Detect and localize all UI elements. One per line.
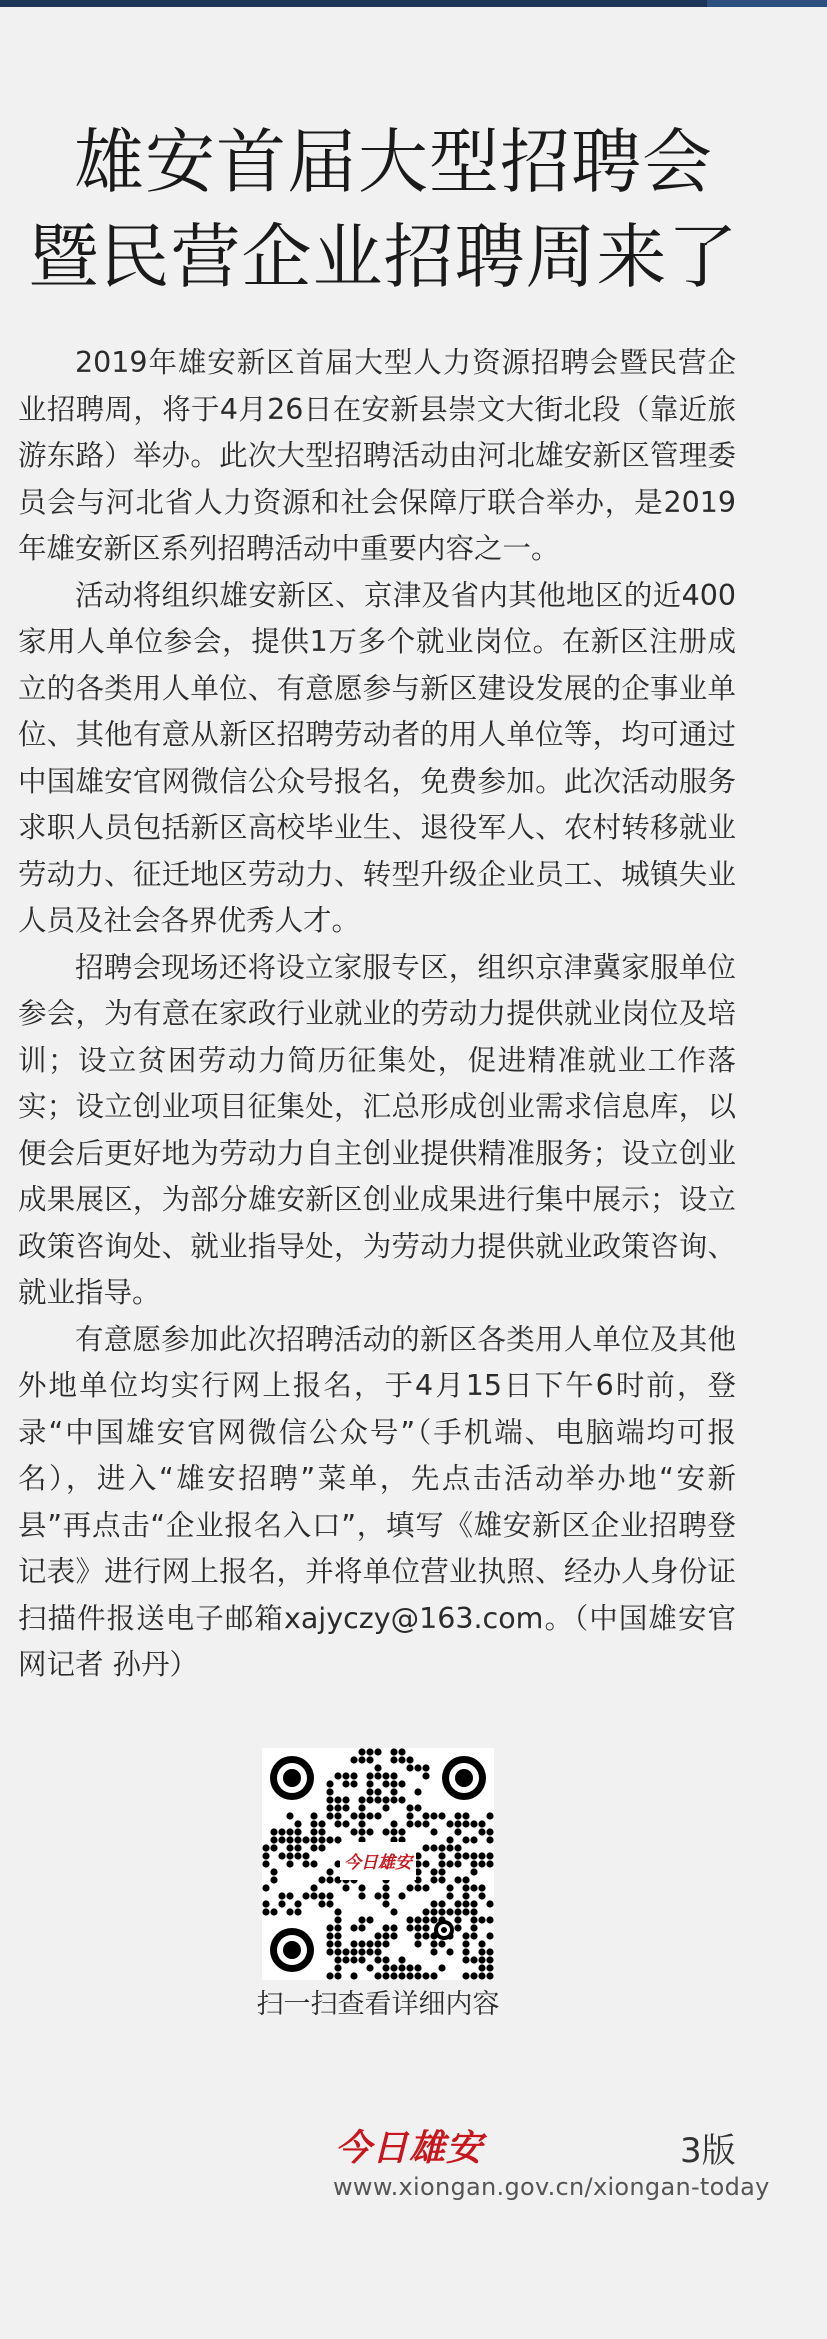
qr-center-label: 今日雄安 [344, 1853, 412, 1873]
footer-url[interactable]: www.xiongan.gov.cn/xiongan-today [333, 2173, 770, 2201]
top-bar-accent [707, 0, 827, 7]
article-body [18, 340, 736, 1689]
page-title [0, 115, 827, 305]
page-number: 3版 [680, 2131, 736, 2171]
publication-logo: 今日雄安 [335, 2127, 484, 2169]
title-line-1: 雄安首届大型招聘会 [74, 121, 713, 203]
qr-code-graphic [262, 1748, 494, 1980]
article-paragraph-1: 2019年雄安新区首届大型人力资源招聘会暨民营企业招聘周，将于4月26日在安新县崇文大街北段（靠近旅游东路）举办。此次大型招聘活动由河北雄安新区管理委员会与河北省人力资源和社会保障厅联合举办，是2019年雄安新区系列招聘活动中重要内容之一。 [18, 346, 736, 565]
article-paragraph-2: 活动将组织雄安新区、京津及省内其他地区的近400家用人单位参会，提供1万多个就业岗位。在新区注册成立的各类用人单位、有意愿参与新区建设发展的企事业单位、其他有意从新区招聘劳动者的用人单位等，均可通过中国雄安官网微信公众号报名，免费参加。此次活动服务求职人员包括新区高校毕业生、退役军人、农村转移就业劳动力、征迁地区劳动力、转型升级企业员工、城镇失业人员及社会各界优秀人才。 [18, 578, 736, 937]
top-color-bar [0, 0, 827, 7]
article-paragraph-3: 招聘会现场还将设立家服专区，组织京津冀家服单位参会，为有意在家政行业就业的劳动力提供就业岗位及培训；设立贫困劳动力简历征集处，促进精准就业工作落实；设立创业项目征集处，汇总形成创业需求信息库，以便会后更好地为劳动力自主创业提供精准服务；设立创业成果展区，为部分雄安新区创业成果进行集中展示；设立政策咨询处、就业指导处，为劳动力提供就业政策咨询、就业指导。 [18, 950, 736, 1309]
title-line-2: 暨民营企业招聘周来了 [28, 216, 739, 298]
qr-code[interactable] [262, 1748, 494, 1980]
article-paragraph-4: 有意愿参加此次招聘活动的新区各类用人单位及其他外地单位均实行网上报名，于4月15日下午6时前，登录“中国雄安官网微信公众号”（手机端、电脑端均可报名），进入“雄安招聘”菜单，先点击活动举办地“安新县”再点击“企业报名入口”，填写《雄安新区企业招聘登记表》进行网上报名，并将单位营业执照、经办人身份证扫描件报送电子邮箱xajyczy@163.com。（中国雄安官网记者 孙丹） [18, 1322, 736, 1681]
qr-caption: 扫一扫查看详细内容 [256, 1989, 500, 2020]
